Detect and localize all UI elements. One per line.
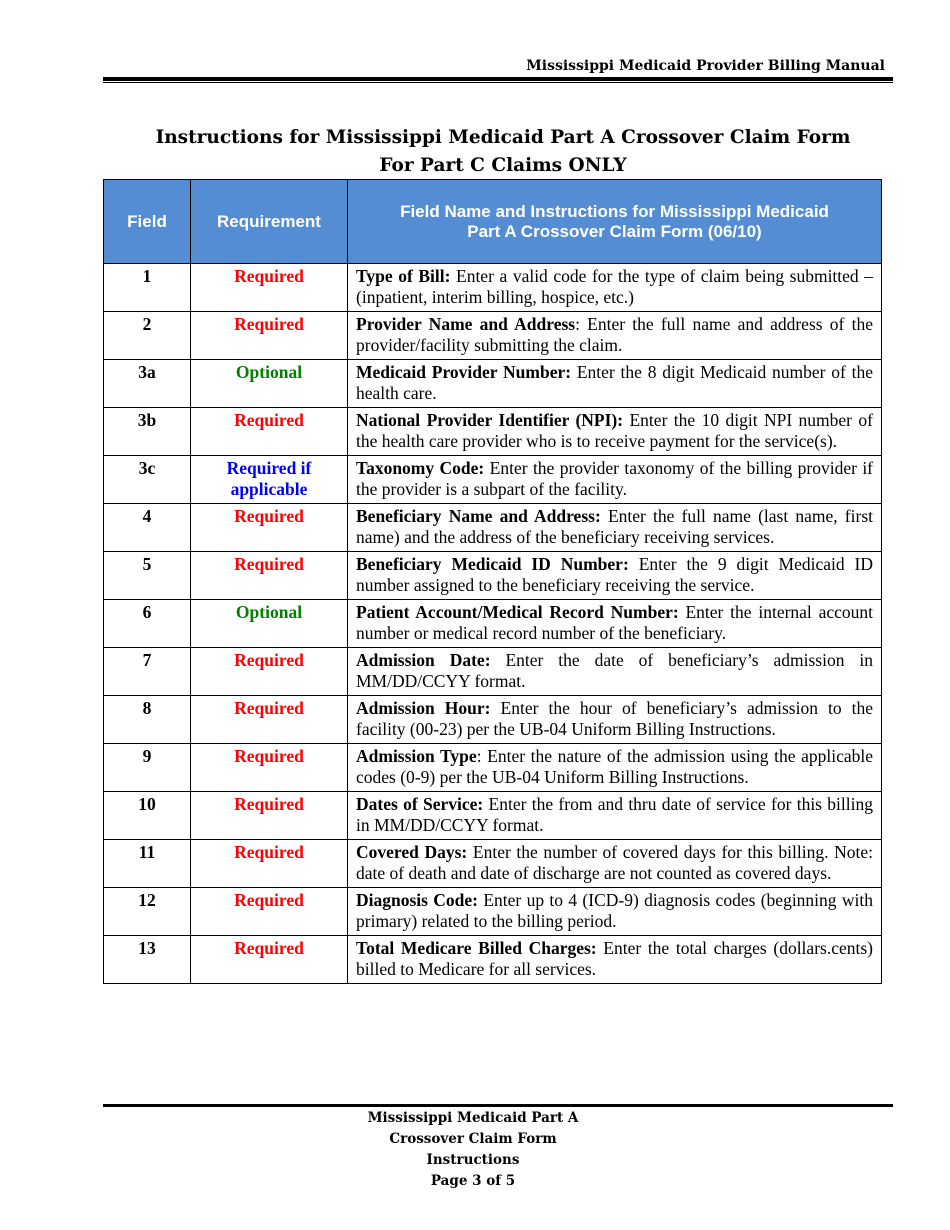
footer-line2: Crossover Claim Form	[389, 1131, 557, 1147]
table-row	[104, 504, 882, 552]
requirement-status: Required	[191, 936, 348, 984]
document-title-line2: For Part C Claims ONLY	[379, 155, 627, 176]
document-title	[103, 124, 903, 180]
field-instruction-text: Enter the 10 digit NPI number of the health care provider who is to receive payment for the service(s).	[356, 410, 873, 451]
field-number: 12	[104, 888, 191, 936]
field-number: 1	[104, 264, 191, 312]
field-instruction-text: : Enter the nature of the admission using the applicable codes (0-9) per the UB-04 Uniform Billing Instructions.	[356, 746, 873, 787]
field-name: Beneficiary Name and Address:	[356, 506, 601, 526]
field-number: 3a	[104, 360, 191, 408]
table-row	[104, 312, 882, 360]
manual-title: Mississippi Medicaid Provider Billing Manual	[526, 58, 885, 74]
field-instruction-text: Enter the date of beneficiary’s admission in MM/DD/CCYY format.	[356, 650, 873, 691]
field-name: Covered Days:	[356, 842, 468, 862]
table-row	[104, 408, 882, 456]
field-instruction-text: Enter a valid code for the type of claim being submitted – (inpatient, interim billing, hospice, etc.)	[356, 266, 873, 307]
requirement-status: Optional	[191, 600, 348, 648]
field-instruction-text: Enter up to 4 (ICD-9) diagnosis codes (beginning with primary) related to the billing period.	[356, 890, 873, 931]
footer-rule	[103, 1104, 893, 1107]
instructions-table	[103, 179, 882, 984]
table-header-row	[104, 180, 882, 264]
field-instructions	[348, 648, 882, 696]
requirement-status: Required	[191, 840, 348, 888]
requirement-status: Required	[191, 264, 348, 312]
field-name: Patient Account/Medical Record Number:	[356, 602, 679, 622]
field-instruction-text: Enter the provider taxonomy of the billing provider if the provider is a subpart of the facility.	[356, 458, 874, 499]
field-instructions	[348, 888, 882, 936]
field-name: Admission Hour:	[356, 698, 491, 718]
requirement-status: Required	[191, 312, 348, 360]
field-instructions	[348, 792, 882, 840]
requirement-status: Required	[191, 648, 348, 696]
field-instruction-text: Enter the 8 digit Medicaid number of the health care.	[356, 362, 873, 403]
field-number: 10	[104, 792, 191, 840]
field-number: 2	[104, 312, 191, 360]
requirement-status: Required	[191, 744, 348, 792]
field-instructions	[348, 312, 882, 360]
page-header	[103, 56, 893, 83]
field-name: Admission Type	[356, 746, 477, 766]
field-number: 11	[104, 840, 191, 888]
field-instructions	[348, 600, 882, 648]
field-number: 4	[104, 504, 191, 552]
requirement-status: Required	[191, 696, 348, 744]
column-header-instructions-line2: Part A Crossover Claim Form (06/10)	[467, 221, 762, 241]
table-body	[104, 264, 882, 984]
requirement-status: Required	[191, 408, 348, 456]
page-footer	[103, 1108, 843, 1192]
field-name: Total Medicare Billed Charges:	[356, 938, 597, 958]
table-row	[104, 840, 882, 888]
field-instructions	[348, 360, 882, 408]
field-number: 13	[104, 936, 191, 984]
field-instructions	[348, 456, 882, 504]
column-header-requirement: Requirement	[191, 180, 348, 264]
field-instruction-text: : Enter the full name and address of the provider/facility submitting the claim.	[356, 314, 873, 355]
field-number: 3c	[104, 456, 191, 504]
table-row	[104, 552, 882, 600]
header-rule	[103, 77, 893, 81]
requirement-status: Required	[191, 792, 348, 840]
requirement-status: Required if applicable	[191, 456, 348, 504]
field-name: National Provider Identifier (NPI):	[356, 410, 624, 430]
requirement-status: Required	[191, 552, 348, 600]
table-row	[104, 936, 882, 984]
field-name: Diagnosis Code:	[356, 890, 479, 910]
field-name: Medicaid Provider Number:	[356, 362, 572, 382]
table-row	[104, 648, 882, 696]
field-instruction-text: Enter the from and thru date of service for this billing in MM/DD/CCYY format.	[356, 794, 873, 835]
field-number: 5	[104, 552, 191, 600]
field-instructions	[348, 264, 882, 312]
field-instruction-text: Enter the full name (last name, first name) and the address of the beneficiary receiving services.	[356, 506, 873, 547]
document-title-line1: Instructions for Mississippi Medicaid Part A Crossover Claim Form	[155, 127, 851, 148]
field-instruction-text: Enter the hour of beneficiary’s admission to the facility (00-23) per the UB-04 Uniform Billing Instructions.	[356, 698, 873, 739]
field-instructions	[348, 936, 882, 984]
column-header-instructions	[348, 180, 882, 264]
field-number: 8	[104, 696, 191, 744]
requirement-status: Required	[191, 504, 348, 552]
table-row	[104, 696, 882, 744]
table-row	[104, 792, 882, 840]
field-instruction-text: Enter the 9 digit Medicaid ID number assigned to the beneficiary receiving the service.	[356, 554, 873, 595]
footer-line1: Mississippi Medicaid Part A	[367, 1110, 579, 1126]
field-number: 9	[104, 744, 191, 792]
column-header-instructions-line1: Field Name and Instructions for Mississippi Medicaid	[400, 201, 829, 221]
field-instruction-text: Enter the internal account number or medical record number of the beneficiary.	[356, 602, 874, 643]
table-row	[104, 456, 882, 504]
field-name: Dates of Service:	[356, 794, 484, 814]
footer-line3: Instructions	[426, 1152, 520, 1168]
field-name: Provider Name and Address	[356, 314, 576, 334]
field-instructions	[348, 408, 882, 456]
field-name: Admission Date:	[356, 650, 491, 670]
table-row	[104, 744, 882, 792]
field-instructions	[348, 840, 882, 888]
field-instructions	[348, 744, 882, 792]
footer-page-number: Page 3 of 5	[430, 1173, 516, 1189]
field-name: Beneficiary Medicaid ID Number:	[356, 554, 629, 574]
field-number: 3b	[104, 408, 191, 456]
column-header-field: Field	[104, 180, 191, 264]
table-row	[104, 600, 882, 648]
table-row	[104, 360, 882, 408]
field-instructions	[348, 504, 882, 552]
field-instructions	[348, 696, 882, 744]
header-rule-thin	[103, 82, 893, 83]
table-row	[104, 888, 882, 936]
requirement-status: Required	[191, 888, 348, 936]
field-instruction-text: Enter the total charges (dollars.cents) billed to Medicare for all services.	[356, 938, 873, 979]
table-row	[104, 264, 882, 312]
field-instructions	[348, 552, 882, 600]
field-name: Taxonomy Code:	[356, 458, 485, 478]
field-name: Type of Bill:	[356, 266, 451, 286]
requirement-status: Optional	[191, 360, 348, 408]
field-number: 6	[104, 600, 191, 648]
field-number: 7	[104, 648, 191, 696]
field-instruction-text: Enter the number of covered days for this billing. Note: date of death and date of discharge are not counted as covered days.	[356, 842, 873, 883]
